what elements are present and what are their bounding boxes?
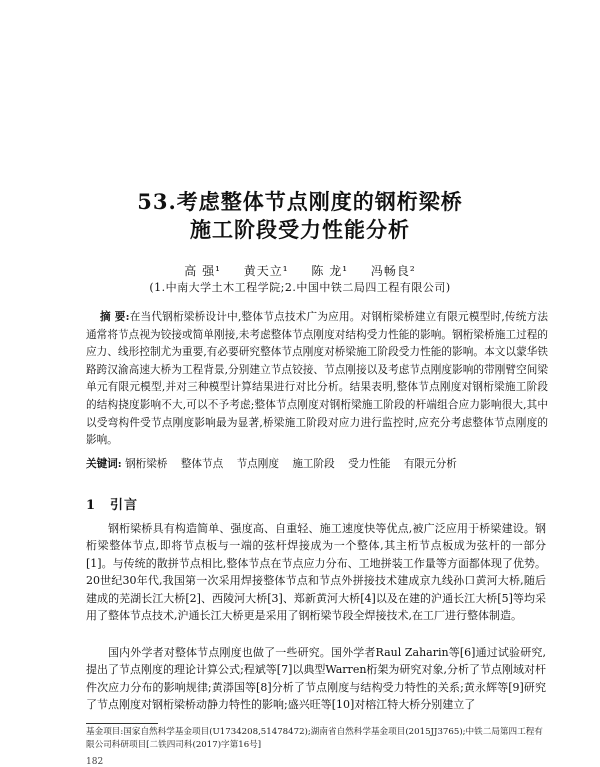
paper-title-line-2: 施工阶段受力性能分析 bbox=[190, 217, 410, 242]
affiliations: (1.中南大学土木工程学院;2.中国中铁二局四工程有限公司) bbox=[149, 281, 451, 294]
section-title: 引言 bbox=[110, 498, 139, 513]
body-paragraph: 国内外学者对整体节点刚度也做了一些研究。国外学者Raul Zaharin等[6]通过试验研究,提出了节点刚度的理论计算公式;程斌等[7]以典型Warren桁架为研究对象,分析了节点刚域对杆件次应力分布的影响规律;黄漭国等[8]分析了节点刚度与结构受力特性的关系;黄永辉等[9]研究了节点刚度对钢桁梁桥动静力特性的影响;盛兴旺等[10]对榕江特大桥分别建立了 bbox=[86, 646, 546, 712]
section-number: 1 bbox=[86, 498, 97, 513]
paper-title-line-1: 53.考虑整体节点刚度的钢桁梁桥 bbox=[137, 189, 463, 214]
body-paragraph: 钢桁梁桥具有构造简单、强度高、自重轻、施工速度快等优点,被广泛应用于桥梁建设。钢桁梁整体节点,即将节点板与一端的弦杆焊接成为一个整体,其主桁节点板成为弦杆的一部分[1]。与传统的散拼节点相比,整体节点在节点应力分布、工地拼装工作量等方面都体现了优势。20世纪30年代,我国第一次采用焊接整体节点和节点外拼接技术建成京九线孙口黄河大桥,随后建成的芜湖长江大桥[2]、西陵河大桥[3]、郑新黄河大桥[4]以及在建的沪通长江大桥[5]等均采用了整体节点技术,沪通长江大桥更是采用了钢桁梁节段全焊接技术,在工厂进行整体制造。 bbox=[86, 522, 546, 623]
keywords-label: 关键词: bbox=[86, 458, 122, 470]
section-heading bbox=[86, 494, 138, 513]
page-number: 182 bbox=[86, 757, 104, 767]
abstract bbox=[86, 309, 548, 450]
author-name: 高 强¹ bbox=[184, 264, 221, 278]
keyword: 施工阶段 bbox=[292, 458, 335, 470]
keyword: 受力性能 bbox=[348, 458, 391, 470]
author-name: 冯畅良² bbox=[370, 264, 416, 278]
footnote: 基金项目:国家自然科学基金项目(U1734208,51478472);湖南省自然科学基金项目(2015JJ3765);中铁二局第四工程有限公司科研项目[二铁四司科(2017)字第16号] bbox=[86, 727, 543, 750]
author-name: 黄天立¹ bbox=[243, 264, 289, 278]
footnote-divider bbox=[86, 723, 158, 724]
abstract-label: 摘 要: bbox=[100, 311, 130, 323]
author-name: 陈 龙¹ bbox=[311, 264, 349, 278]
keywords bbox=[86, 456, 556, 472]
keyword: 整体节点 bbox=[180, 458, 224, 470]
keyword: 节点刚度 bbox=[236, 458, 279, 470]
keyword: 钢桁梁桥 bbox=[125, 458, 168, 470]
keyword: 有限元分析 bbox=[403, 458, 457, 470]
abstract-text: 在当代钢桁梁桥设计中,整体节点技术广为应用。对钢桁梁桥建立有限元模型时,传统方法通常将节点视为铰接或简单刚接,未考虑整体节点刚度对结构受力性能的影响。钢桁梁桥施工过程的应力、线形控制尤为重要,有必要研究整体节点刚度对桥梁施工阶段受力性能的影响。本文以蒙华铁路跨汉渝高速大桥为工程背景,分别建立节点铰接、节点刚接以及考虑节点刚度影响的带刚臂空间梁单元有限元模型,并对三种模型计算结果进行对比分析。结果表明,整体节点刚度对钢桁梁施工阶段的结构挠度影响不大,可以不予考虑;整体节点刚度对钢桁梁施工阶段的杆端组合应力影响很大,其中以受弯构件受节点刚度影响最为显著,桥梁施工阶段对应力进行监控时,应充分考虑整体节点刚度的影响。 bbox=[86, 311, 548, 447]
author-list bbox=[0, 262, 600, 279]
